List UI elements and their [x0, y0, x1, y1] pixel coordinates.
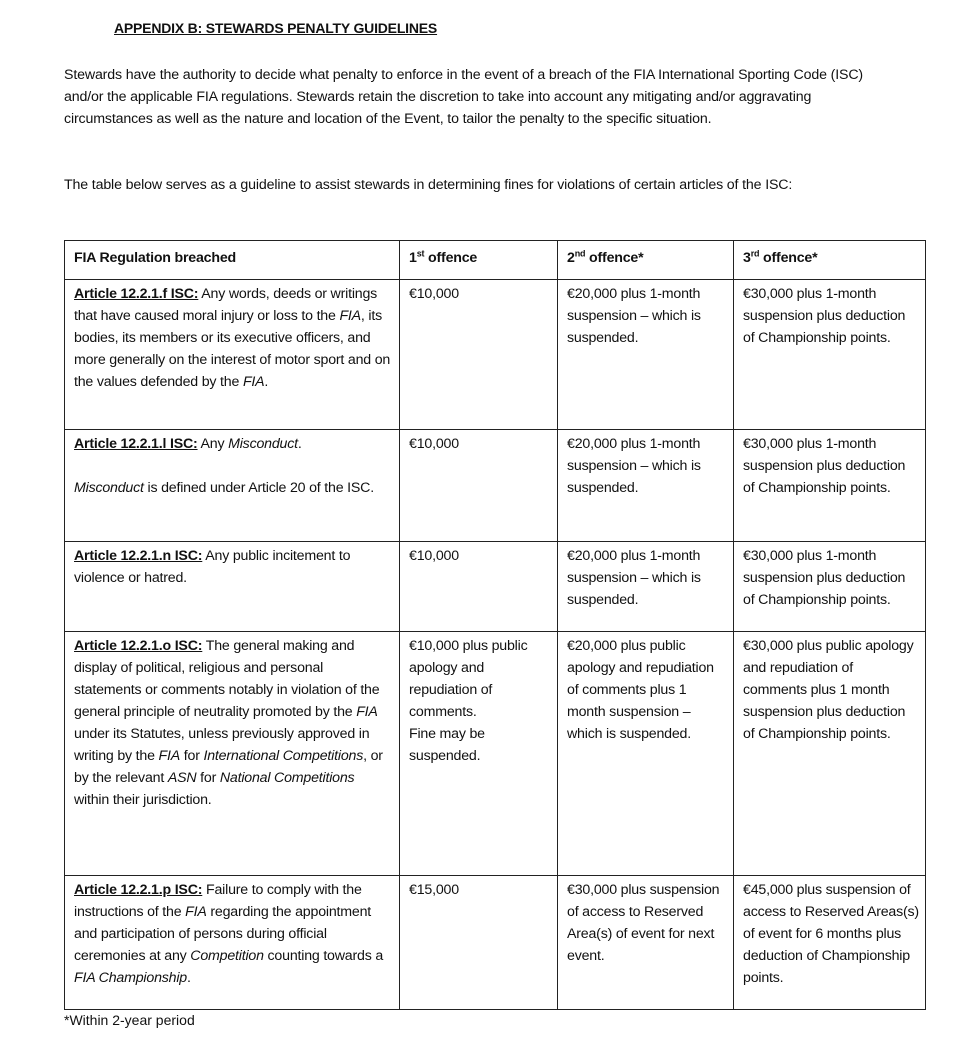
- first-offence-cell: €10,000: [400, 430, 558, 542]
- third-offence-cell: €30,000 plus 1-month suspension plus deduction of Championship points.: [734, 430, 926, 542]
- third-offence-cell: €45,000 plus suspension of access to Reserved Areas(s) of event for 6 months plus deduction of Championship points.: [734, 876, 926, 1010]
- table-row: [65, 542, 926, 632]
- table-row: [65, 876, 926, 1010]
- first-offence-cell: €10,000 plus public apology and repudiation of comments. Fine may be suspended.: [400, 632, 558, 876]
- article-ref: Article 12.2.1.o ISC:: [74, 638, 203, 654]
- regulation-cell: Article 12.2.1.f ISC: Any words, deeds or writings that have caused moral injury or loss to the FIA, its bodies, its members or its executive officers, and more generally on the interest of motor sport and on the values defended by the FIA.: [65, 280, 400, 430]
- footnote: *Within 2-year period: [64, 1012, 195, 1028]
- table-intro-paragraph: The table below serves as a guideline to assist stewards in determining fines for violations of certain articles of the ISC:: [64, 177, 793, 193]
- article-ref: Article 12.2.1.f ISC:: [74, 286, 199, 302]
- regulation-cell: Article 12.2.1.o ISC: The general making and display of political, religious and personal statements or comments notably in violation of the general principle of neutrality promoted by the FIA under its Statutes, unless previously approved in writing by the FIA for International Competitions, or by the relevant ASN for National Competitions within their jurisdiction.: [65, 632, 400, 876]
- table-header-row: [65, 241, 926, 280]
- table-row: [65, 280, 926, 430]
- header-first-offence: 1st offence: [400, 241, 558, 280]
- third-offence-cell: €30,000 plus public apology and repudiation of comments plus 1 month suspension plus deduction of Championship points.: [734, 632, 926, 876]
- header-regulation: FIA Regulation breached: [65, 241, 400, 280]
- penalty-table: [64, 240, 926, 1010]
- first-offence-cell: €10,000: [400, 280, 558, 430]
- intro-paragraph: Stewards have the authority to decide what penalty to enforce in the event of a breach of the FIA International Sporting Code (ISC) and/or the applicable FIA regulations. Stewards retain the discretion to take into account any mitigating and/or aggravating circumstances as well as the nature and location of the Event, to tailor the penalty to the specific situation.: [64, 67, 863, 127]
- second-offence-cell: €20,000 plus public apology and repudiation of comments plus 1 month suspension – which is suspended.: [558, 632, 734, 876]
- article-ref: Article 12.2.1.l ISC:: [74, 436, 198, 452]
- second-offence-cell: €20,000 plus 1-month suspension – which is suspended.: [558, 542, 734, 632]
- article-ref: Article 12.2.1.n ISC:: [74, 548, 203, 564]
- first-offence-cell: €15,000: [400, 876, 558, 1010]
- table-row: [65, 430, 926, 542]
- table-row: [65, 632, 926, 876]
- second-offence-cell: €20,000 plus 1-month suspension – which is suspended.: [558, 430, 734, 542]
- third-offence-cell: €30,000 plus 1-month suspension plus deduction of Championship points.: [734, 280, 926, 430]
- regulation-cell: Article 12.2.1.n ISC: Any public incitement to violence or hatred.: [65, 542, 400, 632]
- header-second-offence: 2nd offence*: [558, 241, 734, 280]
- regulation-cell: Article 12.2.1.l ISC: Any Misconduct. Misconduct is defined under Article 20 of the ISC.: [65, 430, 400, 542]
- second-offence-cell: €20,000 plus 1-month suspension – which is suspended.: [558, 280, 734, 430]
- third-offence-cell: €30,000 plus 1-month suspension plus deduction of Championship points.: [734, 542, 926, 632]
- header-third-offence: 3rd offence*: [734, 241, 926, 280]
- page-title: APPENDIX B: STEWARDS PENALTY GUIDELINES: [114, 20, 438, 36]
- article-ref: Article 12.2.1.p ISC:: [74, 882, 203, 898]
- first-offence-cell: €10,000: [400, 542, 558, 632]
- regulation-cell: Article 12.2.1.p ISC: Failure to comply with the instructions of the FIA regarding the appointment and participation of persons during official ceremonies at any Competition counting towards a FIA Championship.: [65, 876, 400, 1010]
- second-offence-cell: €30,000 plus suspension of access to Reserved Area(s) of event for next event.: [558, 876, 734, 1010]
